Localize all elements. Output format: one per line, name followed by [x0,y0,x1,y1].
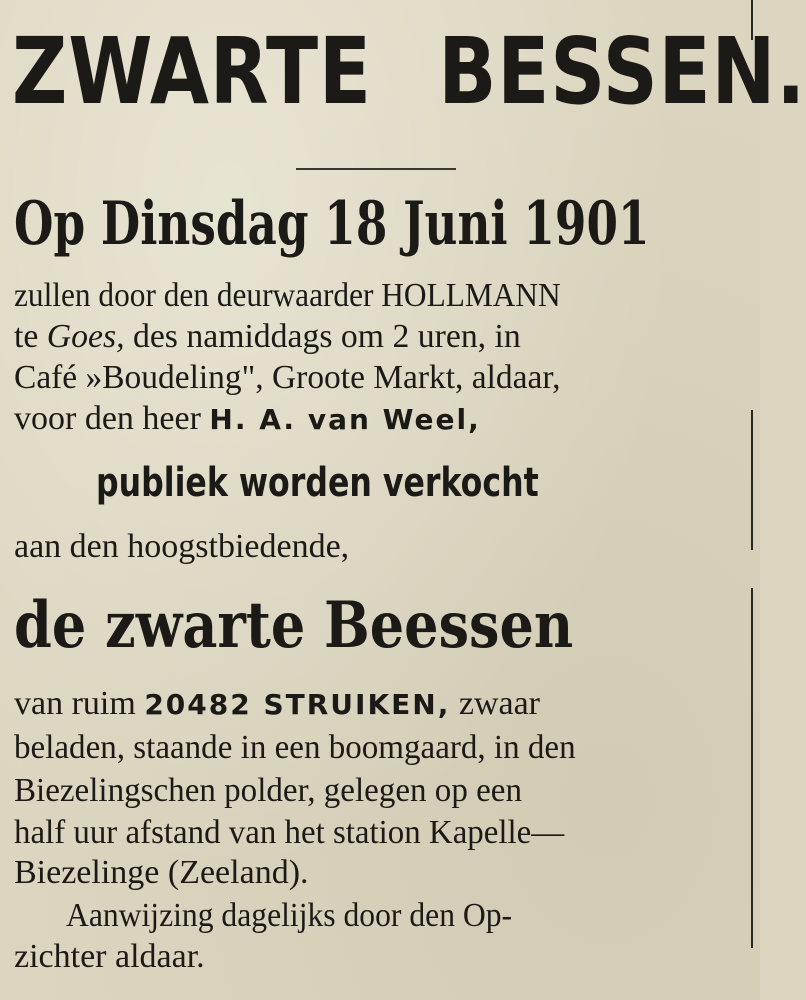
details-line-1-suffix: zwaar [450,685,541,722]
intro-line-3: Café »Boudeling", Groote Markt, aldaar, [14,359,561,396]
details-line-1-prefix: van ruim [14,685,145,722]
sale-announcement: publiek worden verkocht [96,460,539,506]
details-line-6: Aanwijzing dagelijks door den Op- [66,897,513,934]
details-line-1 [14,684,734,725]
details-line-2: beladen, staande in een boomgaard, in den [14,729,576,766]
details-line-7: zichter aldaar. [14,938,205,975]
product-heading: de zwarte Beessen [14,588,574,663]
place-name: Goes, [46,318,125,355]
intro-line-4 [14,399,734,440]
sale-date: Op Dinsdag 18 Juni 1901 [14,189,650,259]
intro-line-2-suffix: des namiddags om 2 uren, in [124,318,521,355]
intro-line-2 [14,317,728,357]
bidder-line: aan den hoogstbiedende, [14,528,350,565]
details-line-4: half uur afstand van het station Kapelle— [14,814,565,851]
intro-line-4-prefix: voor den heer [14,400,210,437]
details-line-3: Biezelingschen polder, gelegen op een [14,772,522,809]
bush-count: 20482 STRUIKEN, [144,688,451,721]
intro-line-1: zullen door den deurwaarder HOLLMANN [14,277,561,314]
title-word-2: BESSEN. [438,18,806,125]
title-word-1: ZWARTE [12,18,372,125]
intro-line-2-prefix: te [14,318,47,355]
advertisement-title [12,6,806,138]
divider-rule [296,168,456,170]
details-line-5: Biezelinge (Zeeland). [14,854,309,891]
column-rule [751,588,753,948]
column-rule [751,410,753,550]
seller-name: H. A. van Weel, [209,403,481,436]
